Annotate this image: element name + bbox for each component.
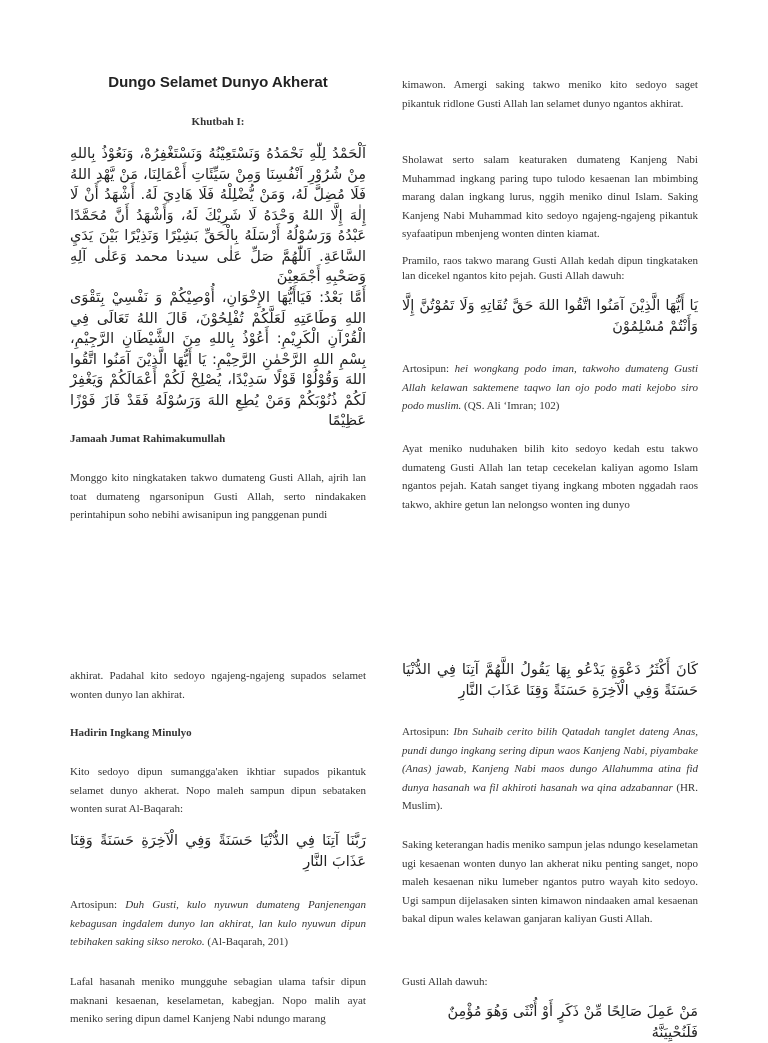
artosipun-translation: Ibn Suhaib cerito bilih Qatadah tanglet dateng Anas, pundi dungo ingkang sering dipun waos Kanjeng Nabi, piyambake (Anas) jawab, Kanjeng Nabi maos dungo Allahumma atina fid dunya hasanah wa fil akhiroti hasanah wa qina adzabannar — [402, 726, 698, 794]
right-paragraph-4: Ayat meniko nuduhaken bilih kito sedoyo kedah estu takwo dumateng Gusti Allah lan tetap cecekelan kaliyan agomo Islam ngantos pejah. Katah sanget tiyang ingkang mboten nggadah raos takwo, akhire getun lan nelongso wonten ing dunyo — [402, 443, 698, 511]
artosipun-label: Artosipun: — [70, 899, 118, 911]
arabic-ayat: يَا أَيُّهَا الَّذِيْنَ آمَنُوا اتَّقُوا اللهَ حَقَّ تُقَاتِهِ وَلَا تَمُوْتُنَّ إِلَّا وَأَنْتُمْ مُسْلِمُوْنَ — [402, 298, 698, 335]
artosipun-1 — [402, 360, 698, 416]
jamaah-heading: Jamaah Jumat Rahimakumullah — [70, 433, 226, 445]
right-paragraph-1: kimawon. Amergi saking takwo meniko kito sedoyo saget pikantuk ridlone Gusti Allah lan selamet dunyo ngantos akhirat. — [402, 79, 698, 110]
arabic-opening: اَلْحَمْدُ لِلّٰهِ نَحْمَدُهُ وَنَسْتَعِيْنُهُ وَنَسْتَغْفِرُهْ، وَنَعُوْذُ بِاللهِ مِنْ شُرُوْرِ اَنْفُسِنَا وَمِنْ سَيِّئَاتِ أَعْمَالِنَا، مَنْ يَّهْدِ اللهُ فَلَا مُضِلَّ لَهُ، وَمَنْ يُّضْلِلْهُ فَلَا هَادِيَ لَهُ. أَشْهَدُ أَنْ لَا إِلٰهَ إِلَّا اللهُ وَحْدَهُ لَا شَرِيْكَ لَهُ، وَأَشْهَدُ أَنَّ مُحَمَّدًا عَبْدُهُ وَرَسُوْلُهُ أَرْسَلَهُ بِالْحَقِّ بَشِيْرًا وَنَذِيْرًا بَيْنَ يَدَيِ السَّاعَةِ. اَللّٰهُمَّ صَلِّ عَلٰى سيدنا محمد وَعَلٰى آلِهِ وَصَحْبِهِ أَجْمَعِيْنَ — [70, 146, 366, 285]
verse-reference: (QS. Ali ‘Imran; 102) — [464, 400, 560, 412]
arabic-rabbana: رَبَّنَا آتِنَا فِي الدُّنْيَا حَسَنَةً وَفِي الْآخِرَةِ حَسَنَةً وَقِنَا عَذَابَ النَّارِ — [70, 833, 366, 870]
artosipun-label: Artosipun: — [402, 726, 450, 738]
artosipun-translation: hei wongkang podo iman, takwoho dumateng Gusti Allah kelawan saktemene taqwo lan ojo podo mati kejobo siro podo muslim. — [402, 363, 698, 412]
artosipun-translation: Duh Gusti, kulo nyuwun dumateng Panjenengan kebagusan ingdalem dunyo lan akhirat, lan kulo nyuwun dipun tebihaken saking sikso neroko. — [70, 899, 366, 948]
hadith-reference: (HR. Muslim). — [402, 781, 699, 812]
right-paragraph-2: Sholawat serto salam keaturaken dumateng Kanjeng Nabi Muhammad ingkang paring tupo tulodo kesaenan lan mbimbing marang dalan ingkang lurus, nggih meniko dinul Islam. Saking Kanjeng Nabi Muhammad kito sedoyo ngajeng-ngajeng pikantuk syafaatipun mbenjeng wonten dinten kiamat. — [402, 154, 698, 240]
page-title: Dungo Selamet Dunyo Akherat — [108, 74, 328, 91]
right-paragraph-3: Pramilo, raos takwo marang Gusti Allah kedah dipun tingkataken lan dicekel ngantos kito pejah. Gusti Allah dawuh: — [402, 255, 698, 282]
left-paragraph-1: akhirat. Padahal kito sedoyo ngajeng-ngajeng supados selamet wonten dunyo lan akhirat. — [70, 670, 366, 701]
right-paragraph-2: Saking keterangan hadis meniko sampun jelas ndungo keselametan ugi kesaenan wonten dunyo lan akherat niku penting sanget, nopo maleh kesaenan niku lumeber ngantos putro wayah kito sedoyo. Ugi sampun dijelasaken sinten kimawon nindaaken amal kesaenan bakal dipun wales kelawan ganjaran kaliyan Gusti Allah. — [402, 839, 699, 925]
arabic-hadith: كَانَ أَكْثَرُ دَعْوَةٍ يَدْعُو بِهَا يَقُولُ اللَّهُمَّ آتِنَا فِي الدُّنْيَا حَسَنَةً وَفِي الْآخِرَةِ حَسَنَةً وَقِنَا عَذَابَ النَّارِ — [402, 662, 698, 699]
artosipun-label: Artosipun: — [402, 363, 450, 375]
khutbah-heading: Khutbah I: — [191, 116, 245, 128]
left-paragraph-3: Lafal hasanah meniko mungguhe sebagian ulama tafsir dipun maknani kesaenan, keselametan, kabegjan. Nopo malih ayat meniko sering dipun damel Kanjeng Nabi ndungo marang — [70, 976, 366, 1025]
artosipun-2 — [70, 896, 366, 952]
arabic-amma-bad: أَمَّا بَعْدُ: فَيَاأَيُّهَا الإِخْوَانِ، أُوْصِيْكُمْ وَ نَفْسِيْ بِتَقْوَى اللهِ وَطَاعَتِهِ لَعَلَّكُمْ تُفْلِحُوْنَ، قَالَ اللهُ تَعَالَى فِي الْقُرْآنِ الْكَرِيْمِ: أَعُوْذُ بِاللهِ مِنَ الشَّيْطَانِ الرَّجِيْمِ، بِسْمِ اللهِ الرَّحْمٰنِ الرَّحِيْمِ: يَا أَيُّهَا الَّذِيْنَ آمَنُوا اتَّقُوا اللهَ وَقُوْلُوْا قَوْلًا سَدِيْدًا، يُصْلِحْ لَكُمْ أَعْمَالَكُمْ وَيَغْفِرْ لَكُمْ ذُنُوْبَكُمْ وَمَنْ يُطِعِ اللهَ وَرَسُوْلَهُ فَقَدْ فَازَ فَوْزًا عَظِيْمًا — [70, 290, 366, 429]
right-paragraph-3: Gusti Allah dawuh: — [402, 976, 488, 988]
left-paragraph: Monggo kito ningkataken takwo dumateng Gusti Allah, ajrih lan toat dumateng ngarsonipun Gusti Allah, serto nindakaken perintahipun soho nebihi awisanipun ing panggenan pundi — [70, 472, 366, 521]
verse-reference: (Al-Baqarah, 201) — [207, 936, 289, 948]
hadirin-heading: Hadirin Ingkang Minulyo — [70, 727, 192, 739]
artosipun-3 — [402, 723, 698, 816]
arabic-last: مَنْ عَمِلَ صَالِحًا مِّنْ ذَكَرٍ أَوْ أُنْثَى وَهُوَ مُؤْمِنٌ فَلَنُحْيِيَنَّهُ — [447, 1004, 698, 1041]
left-paragraph-2: Kito sedoyo dipun sumangga'aken ikhtiar supados pikantuk selamet dunyo akherat. Nopo maleh sampun dipun sebataken wonten surat Al-Baqarah: — [70, 766, 366, 815]
page-2 — [0, 612, 768, 1041]
